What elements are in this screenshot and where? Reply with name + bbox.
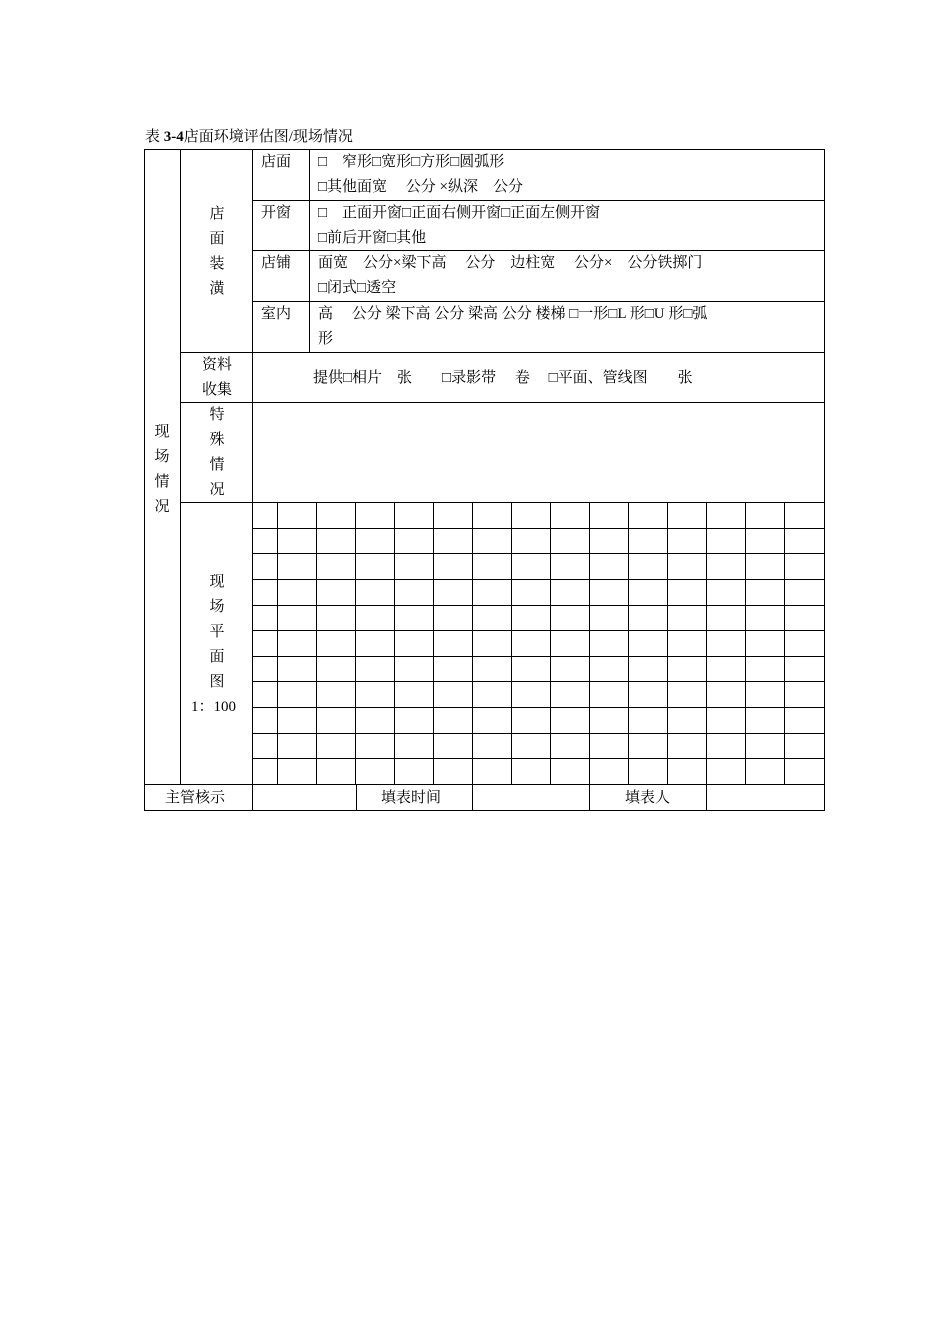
grid-col-line — [745, 502, 746, 784]
section-label: 现 场 情 况 — [154, 424, 170, 515]
storefront-line-2: □其他面宽 公分 ×纵深 公分 — [318, 179, 524, 195]
grid-col-line — [316, 502, 317, 784]
window-line-2: □前后开窗□其他 — [318, 230, 427, 246]
grid-row-line — [252, 707, 825, 708]
caption-prefix: 表 — [145, 129, 164, 145]
interior-line-1: 高 公分 梁下高 公分 梁高 公分 楼梯 □一形□L 形□U 形□弧 — [318, 306, 708, 322]
assessment-form — [144, 149, 824, 811]
grid-col-line — [784, 502, 785, 784]
decoration-label: 店 面 装 潢 — [209, 206, 225, 297]
grid-row-line — [252, 630, 825, 631]
materials-label: 资料 收集 — [201, 357, 232, 398]
footer-div-3 — [589, 784, 590, 811]
grid-col-line — [667, 502, 668, 784]
interior-line-2: 形 — [318, 331, 334, 347]
border-bottom — [144, 810, 825, 811]
sep-materials — [180, 352, 825, 353]
grid-col-line — [472, 502, 473, 784]
shop-label: 店铺 — [261, 255, 292, 271]
caption-number: 3-4 — [163, 129, 184, 145]
interior-label: 室内 — [261, 306, 292, 322]
grid-col-line — [394, 502, 395, 784]
window-line-1: □ 正面开窗□正面右侧开窗□正面左侧开窗 — [318, 205, 601, 221]
footer-div-4 — [706, 784, 707, 811]
grid-row-line — [252, 733, 825, 734]
sep-footer — [144, 784, 825, 785]
supervisor-label: 主管核示 — [165, 790, 226, 806]
border-right — [824, 149, 825, 811]
grid-col-line — [628, 502, 629, 784]
grid-col-line — [355, 502, 356, 784]
storefront-label: 店面 — [261, 154, 292, 170]
grid-row-line — [252, 579, 825, 580]
grid-row-line — [252, 681, 825, 682]
grid-row-line — [252, 758, 825, 759]
grid-col-line — [589, 502, 590, 784]
grid-col-line — [706, 502, 707, 784]
filler-label: 填表人 — [625, 790, 671, 806]
grid-col-line — [550, 502, 551, 784]
shop-line-1: 面宽 公分×梁下高 公分 边柱宽 公分× 公分铁掷门 — [318, 255, 703, 271]
floorplan-label: 现 场 平 面 图 — [209, 574, 225, 690]
grid-row-line — [252, 656, 825, 657]
special-label: 特 殊 情 况 — [209, 407, 225, 498]
sep-special — [180, 402, 825, 403]
grid-col-line — [277, 502, 278, 784]
divider-label — [252, 149, 253, 811]
materials-content: 提供□相片 张 □录影带 卷 □平面、管线图 张 — [313, 370, 693, 386]
caption-title: 店面环境评估图/现场情况 — [183, 129, 353, 145]
window-label: 开窗 — [261, 205, 292, 221]
divider-section — [180, 149, 181, 784]
grid-row-line — [252, 605, 825, 606]
grid-row-line — [252, 528, 825, 529]
table-caption — [145, 127, 353, 147]
storefront-line-1: □ 窄形□宽形□方形□圆弧形 — [318, 154, 505, 170]
date-label: 填表时间 — [381, 790, 442, 806]
grid-row-line — [252, 553, 825, 554]
grid-col-line — [433, 502, 434, 784]
border-left — [144, 149, 145, 811]
floorplan-scale: 1：100 — [191, 699, 237, 715]
footer-div-2 — [472, 784, 473, 811]
shop-line-2: □闭式□透空 — [318, 280, 397, 296]
grid-col-line — [511, 502, 512, 784]
footer-div-1 — [356, 784, 357, 811]
